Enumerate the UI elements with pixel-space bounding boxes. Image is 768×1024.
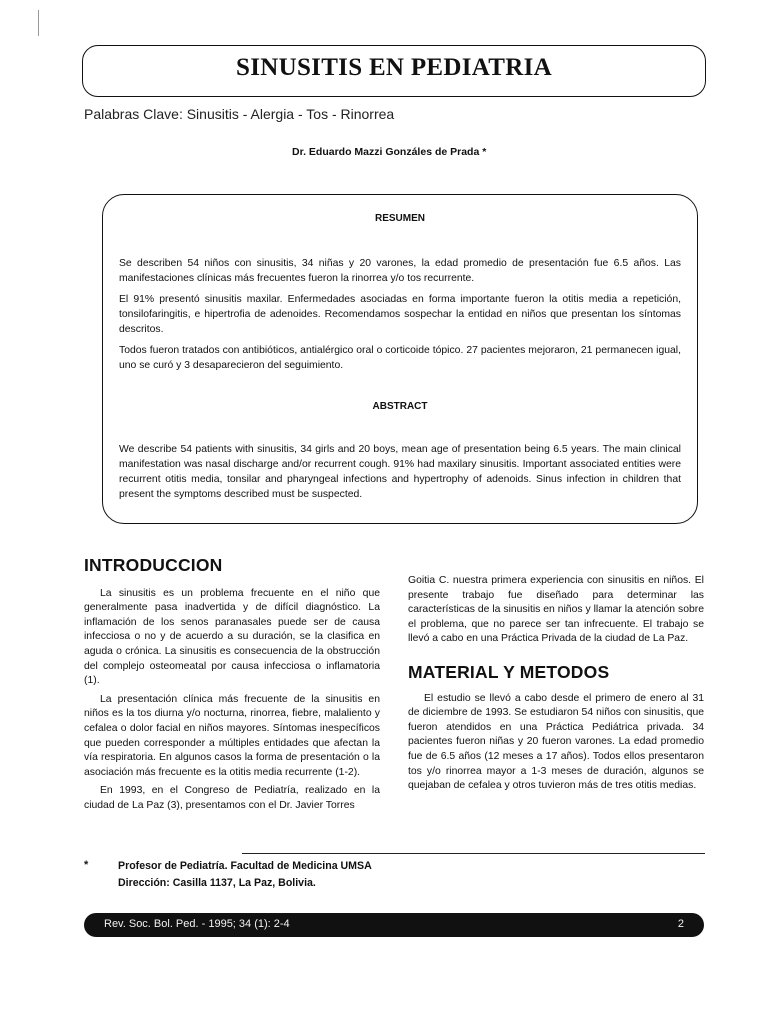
resumen-paragraph-3: Todos fueron tratados con antibióticos, antialérgico oral o corticoide tópico. 27 pacientes mejoraron, 21 permanecen igual, uno se curó y 3 desaparecieron del seguimiento. (119, 345, 681, 371)
scan-edge-mark (38, 10, 39, 36)
page-number: 2 (677, 918, 684, 930)
material-paragraph: El estudio se llevó a cabo desde el primero de enero al 31 de diciembre de 1993. Se estudiaron 54 niños con sinusitis, que fueron atendidos en una Práctica Pediátrica privada. 34 pacientes fueron niñas y 20 fueron varones. La edad promedio fue de 6.5 años (12 meses a 17 años). Todos ellos presentaron tos y/o rinorrea mayor a 1-3 meses de duración, algunos se quejaban de cefalea y otros tuvieron más de tres otitis medias. (408, 692, 704, 792)
intro-continuation: Goitia C. nuestra primera experiencia con sinusitis en niños. El presente trabajo fue diseñado para determinar las características de la sinusitis en niños y llamar la atención sobre el problema, que no parece ser tan infrecuente. El trabajo se llevó a cabo en una Práctica Privada de la ciudad de La Paz. (408, 575, 704, 645)
intro-paragraph-2: La presentación clínica más frecuente de la sinusitis en niños es la tos diurna y/o nocturna, rinorrea, fiebre, malaliento y cefalea o dolor facial en niños mayores. Síntomas inespecíficos que pueden corresponder a múltiples entidades que afectan la vía respiratoria. En algunos casos la forma de presentación o la asociación más frecuente es la otitis media recurrente (1-2). (84, 693, 380, 778)
abstract-box (102, 194, 698, 524)
abstract-heading: ABSTRACT (372, 401, 428, 412)
abstract-paragraph: We describe 54 patients with sinusitis, 34 girls and 20 boys, mean age of presentation being 6.5 years. The main clinical manifestation was nasal discharge and/or recurrent cough. 91% had maxilary sinusitis. Important associated entities were recurrent otitis media, tonsilar and pharyngeal infections and hypertrophy of adenoids. Sinus infection in children that present the symptoms described must be suspected. (119, 444, 681, 500)
resumen-paragraph-1: Se describen 54 niños con sinusitis, 34 niñas y 20 varones, la edad promedio de presentación fue 6.5 años. Las manifestaciones clínicas más frecuentes fueron la rinorrea y/o tos recurrente. (119, 258, 681, 284)
footer-bar (84, 913, 704, 937)
right-column (408, 574, 704, 798)
introduccion-heading: INTRODUCCION (84, 555, 223, 575)
journal-citation: Rev. Soc. Bol. Ped. - 1995; 34 (1): 2-4 (104, 918, 290, 930)
keywords-line: Palabras Clave: Sinusitis - Alergia - Tos - Rinorrea (84, 106, 395, 122)
material-heading: MATERIAL Y METODOS (408, 661, 610, 682)
title-box (82, 45, 706, 97)
intro-paragraph-3: En 1993, en el Congreso de Pediatría, realizado en la ciudad de La Paz (3), presentamos con el Dr. Javier Torres (84, 785, 380, 811)
footnote-rule (242, 853, 705, 854)
author-line: Dr. Eduardo Mazzi Gonzáles de Prada * (292, 146, 487, 158)
footnote-address: Dirección: Casilla 1137, La Paz, Bolivia. (118, 877, 316, 889)
page-title: SINUSITIS EN PEDIATRIA (236, 54, 552, 81)
intro-paragraph-1: La sinusitis es un problema frecuente en el niño que generalmente pasa inadvertida y de difícil diagnóstico. La inflamación de los senos paranasales puede ser de causa infecciosa o no y de acuerdo a su duración, se la clasifica en aguda o crónica. La sinusitis es consecuencia de la obstrucción del complejo osteomeatal por causa infecciosa o inflamatoria (1). (84, 587, 380, 687)
left-column (84, 555, 380, 818)
resumen-paragraph-2: El 91% presentó sinusitis maxilar. Enfermedades asociadas en forma importante fueron la otitis media a repetición, tonsilofaringitis, e hipertrofia de adenoides. Recomendamos sospechar la entidad en niños que presentan los síntomas descritos. (119, 294, 681, 335)
footnote-marker: * (84, 859, 89, 871)
resumen-heading: RESUMEN (374, 213, 425, 224)
footnote-affiliation: Profesor de Pediatría. Facultad de Medicina UMSA (118, 860, 372, 872)
